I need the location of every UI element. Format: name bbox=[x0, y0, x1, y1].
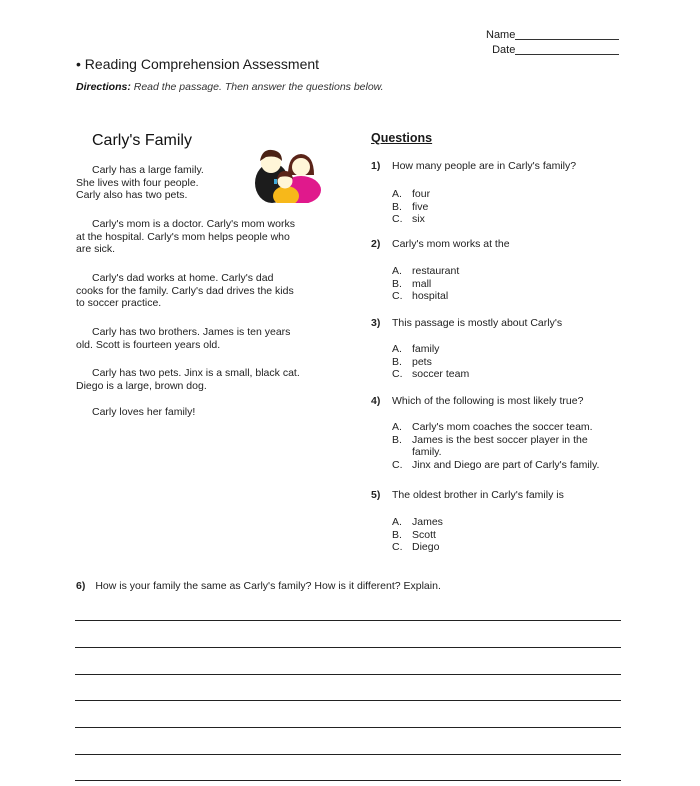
option-text: James bbox=[412, 516, 443, 528]
question-text: The oldest brother in Carly's family is bbox=[392, 489, 564, 501]
passage-line: Carly has two pets. Jinx is a small, black cat. bbox=[92, 367, 300, 379]
option-text: soccer team bbox=[412, 368, 470, 380]
passage-line: Carly's dad works at home. Carly's dad bbox=[92, 272, 274, 284]
option-letter: C. bbox=[392, 213, 403, 225]
question-2-options bbox=[392, 265, 632, 303]
passage-paragraph-3 bbox=[76, 272, 338, 310]
questions-heading: Questions bbox=[371, 131, 433, 145]
answer-line[interactable] bbox=[75, 780, 621, 781]
answer-line[interactable] bbox=[75, 700, 621, 701]
option-letter: A. bbox=[392, 421, 402, 433]
passage-line: at the hospital. Carly's mom helps people who bbox=[76, 230, 290, 243]
question-text: Which of the following is most likely true? bbox=[392, 395, 584, 407]
option-text: six bbox=[412, 213, 425, 225]
question-4 bbox=[371, 395, 631, 408]
passage-line: Carly loves her family! bbox=[92, 406, 196, 418]
passage-line: She lives with four people. bbox=[76, 176, 199, 189]
question-text: Carly's mom works at the bbox=[392, 238, 510, 250]
option-b[interactable] bbox=[392, 278, 632, 291]
question-number: 5) bbox=[371, 489, 381, 501]
question-text: This passage is mostly about Carly's bbox=[392, 317, 563, 329]
question-text: How many people are in Carly's family? bbox=[392, 160, 577, 172]
option-a[interactable] bbox=[392, 516, 632, 529]
directions bbox=[76, 81, 384, 93]
name-label: Name bbox=[486, 29, 516, 41]
passage-paragraph-5 bbox=[76, 367, 338, 392]
option-letter: A. bbox=[392, 265, 402, 277]
option-text: five bbox=[412, 200, 429, 213]
date-label: Date bbox=[492, 44, 516, 56]
passage-line: Carly has two brothers. James is ten years bbox=[92, 326, 291, 338]
option-a[interactable] bbox=[392, 343, 632, 356]
page-title: • Reading Comprehension Assessment bbox=[76, 56, 320, 72]
passage-line: old. Scott is fourteen years old. bbox=[76, 338, 221, 351]
option-text: restaurant bbox=[412, 265, 460, 277]
passage-line: to soccer practice. bbox=[76, 297, 162, 309]
question-number: 3) bbox=[371, 317, 381, 329]
question-4-options bbox=[392, 421, 622, 471]
passage-paragraph-1 bbox=[76, 164, 338, 202]
option-c[interactable] bbox=[392, 368, 632, 381]
name-date-block bbox=[486, 28, 619, 58]
option-letter: C. bbox=[392, 541, 403, 553]
option-text: Scott bbox=[412, 528, 436, 541]
option-letter: B. bbox=[392, 277, 402, 290]
option-letter: A. bbox=[392, 188, 402, 200]
option-text: Carly's mom coaches the soccer team. bbox=[412, 421, 593, 433]
question-5-options bbox=[392, 516, 632, 554]
option-letter: B. bbox=[392, 433, 402, 446]
passage-line: Carly's mom is a doctor. Carly's mom works bbox=[92, 218, 295, 230]
passage-line: Diego is a large, brown dog. bbox=[76, 379, 207, 392]
passage-line: Carly also has two pets. bbox=[76, 189, 188, 201]
passage-line: cooks for the family. Carly's dad drives the kids bbox=[76, 284, 294, 297]
directions-label: Directions: bbox=[76, 81, 131, 93]
option-b[interactable] bbox=[392, 529, 632, 542]
answer-line[interactable] bbox=[75, 754, 621, 755]
question-number: 4) bbox=[371, 395, 381, 407]
name-row bbox=[486, 28, 619, 43]
answer-line[interactable] bbox=[75, 674, 621, 675]
question-1-options bbox=[392, 188, 632, 226]
option-text: Jinx and Diego are part of Carly's family. bbox=[412, 458, 600, 471]
option-letter: C. bbox=[392, 368, 403, 380]
option-text: James is the best soccer player in the family. bbox=[412, 433, 588, 458]
date-row bbox=[486, 43, 619, 58]
date-field[interactable] bbox=[515, 43, 619, 55]
option-letter: C. bbox=[392, 458, 403, 471]
passage-paragraph-6 bbox=[76, 406, 338, 419]
option-letter: A. bbox=[392, 516, 402, 528]
question-text: How is your family the same as Carly's family? How is it different? Explain. bbox=[95, 580, 441, 592]
answer-line[interactable] bbox=[75, 620, 621, 621]
option-text: pets bbox=[412, 355, 432, 368]
option-b[interactable] bbox=[392, 434, 622, 459]
question-5 bbox=[371, 489, 631, 502]
option-b[interactable] bbox=[392, 356, 632, 369]
question-number: 1) bbox=[371, 160, 381, 172]
option-text: mall bbox=[412, 277, 432, 290]
option-letter: B. bbox=[392, 528, 402, 541]
option-a[interactable] bbox=[392, 188, 632, 201]
option-c[interactable] bbox=[392, 541, 632, 554]
passage-paragraph-4 bbox=[76, 326, 338, 351]
option-b[interactable] bbox=[392, 201, 632, 214]
answer-line[interactable] bbox=[75, 647, 621, 648]
option-c[interactable] bbox=[392, 213, 632, 226]
option-text: hospital bbox=[412, 290, 449, 302]
question-2 bbox=[371, 238, 631, 251]
question-3 bbox=[371, 317, 631, 330]
passage-paragraph-2 bbox=[76, 218, 338, 256]
question-1 bbox=[371, 160, 631, 173]
story-title: Carly's Family bbox=[92, 132, 192, 149]
passage-line: are sick. bbox=[76, 243, 116, 255]
answer-line[interactable] bbox=[75, 727, 621, 728]
question-3-options bbox=[392, 343, 632, 381]
option-a[interactable] bbox=[392, 265, 632, 278]
option-letter: B. bbox=[392, 200, 402, 213]
passage-line: Carly has a large family. bbox=[92, 164, 204, 176]
option-a[interactable] bbox=[392, 421, 622, 434]
name-field[interactable] bbox=[515, 28, 619, 40]
option-letter: C. bbox=[392, 290, 403, 302]
option-c[interactable] bbox=[392, 290, 632, 303]
option-c[interactable] bbox=[392, 459, 622, 472]
option-letter: B. bbox=[392, 355, 402, 368]
directions-text: Read the passage. Then answer the questions below. bbox=[130, 81, 384, 93]
option-letter: A. bbox=[392, 343, 402, 355]
option-text: family bbox=[412, 343, 440, 355]
question-number: 6) bbox=[76, 580, 86, 592]
question-6 bbox=[76, 580, 441, 592]
option-text: four bbox=[412, 188, 431, 200]
question-number: 2) bbox=[371, 238, 381, 250]
option-text: Diego bbox=[412, 541, 440, 553]
